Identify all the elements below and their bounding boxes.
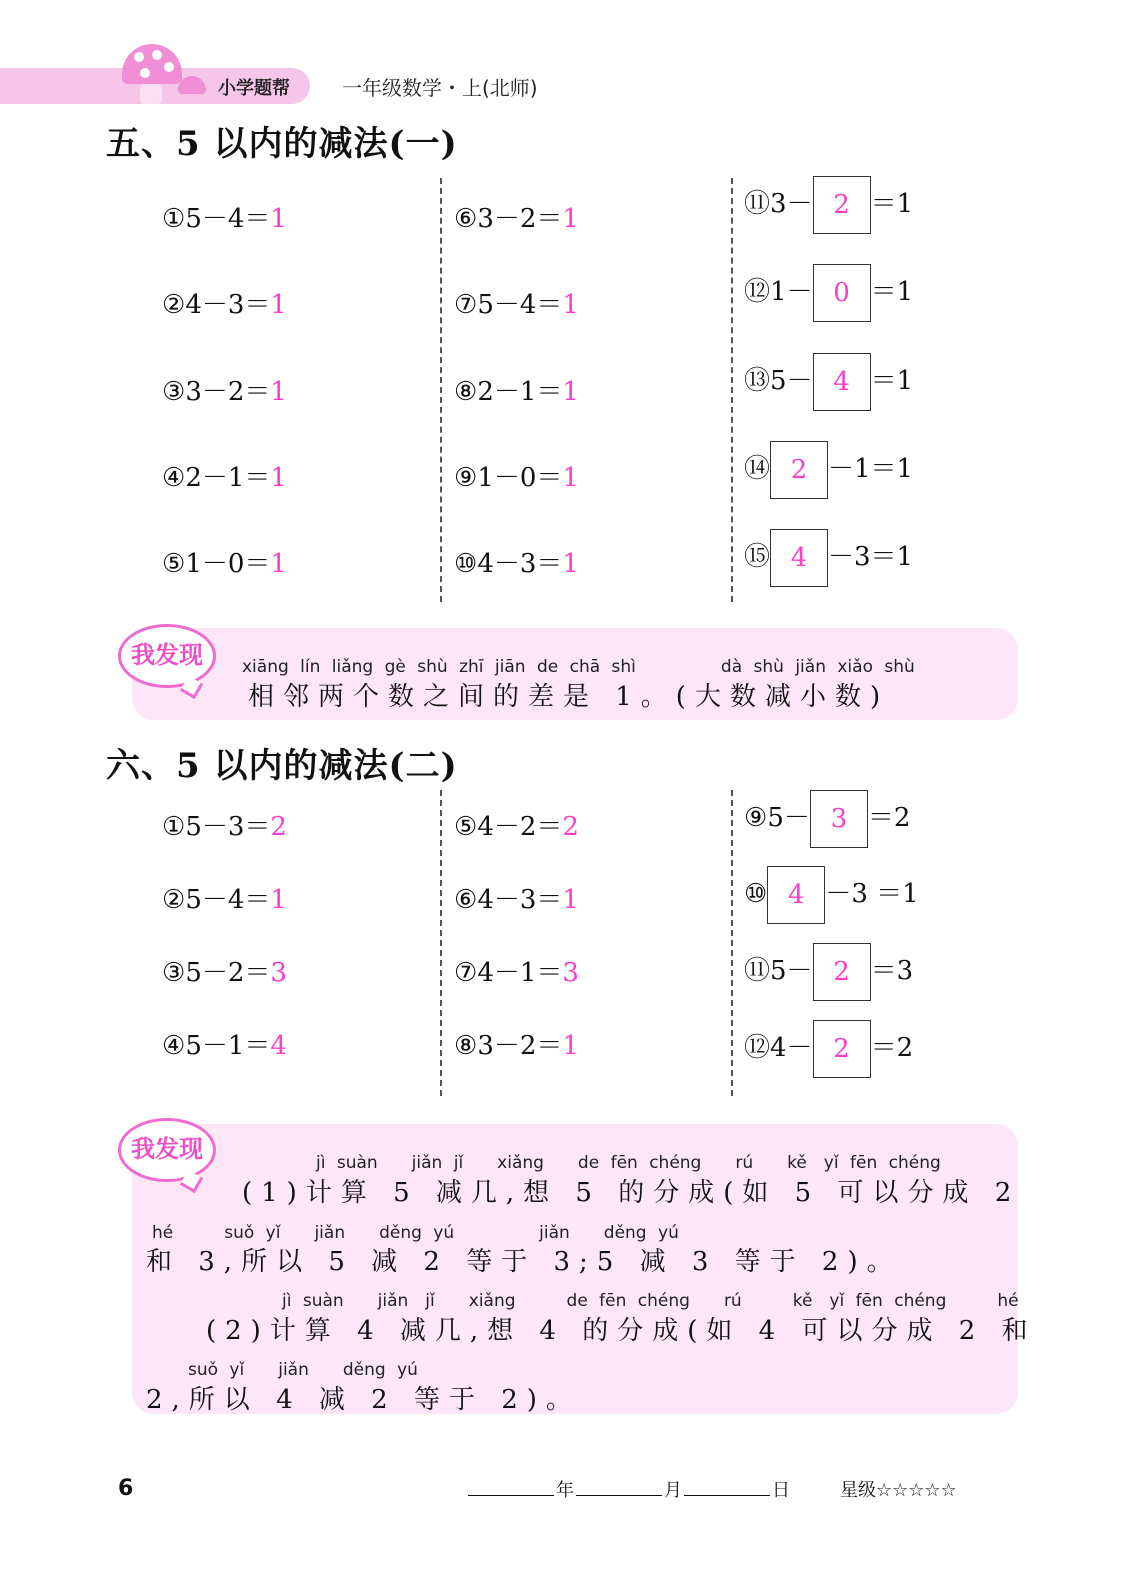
- month-label: 月: [664, 1480, 682, 1501]
- equation-row: [744, 790, 910, 848]
- item-number: ⑮: [744, 542, 771, 572]
- equation-row: [162, 1025, 287, 1062]
- equation-suffix: －1＝1: [828, 454, 914, 484]
- mushroom-icon: [122, 44, 182, 84]
- discover-pinyin: xiāng lín liǎng gè shù zhī jiān de chā shì dà shù jiǎn xiǎo shù: [242, 657, 915, 677]
- equation-row: [454, 198, 579, 235]
- equation-suffix: ＝2: [867, 803, 911, 833]
- equation-suffix: －3 ＝1: [825, 879, 919, 909]
- answer-box[interactable]: 4: [813, 353, 871, 411]
- answer-box[interactable]: 2: [813, 1020, 871, 1078]
- item-number: ⑧: [454, 377, 478, 407]
- equation-answer[interactable]: 1: [562, 377, 579, 407]
- column-divider: [731, 790, 733, 1096]
- equation-row: [744, 353, 913, 411]
- date-line: [466, 1476, 790, 1502]
- equation-answer[interactable]: 1: [270, 204, 287, 234]
- star-rating[interactable]: 星级☆☆☆☆☆: [840, 1480, 957, 1501]
- equation-question: 4－3＝: [477, 885, 563, 915]
- discover-text: 和 3,所以 5 减 2 等于 3;5 减 3 等于 2)。: [146, 1247, 902, 1277]
- equation-suffix: ＝1: [870, 189, 914, 219]
- equation-row: [162, 371, 287, 408]
- item-number: ⑫: [744, 277, 771, 307]
- day-blank[interactable]: [684, 1481, 770, 1496]
- item-number: ⑨: [454, 463, 478, 493]
- equation-row: [744, 441, 913, 499]
- equation-question: 2－1＝: [185, 463, 271, 493]
- item-number: ⑪: [744, 189, 771, 219]
- year-blank[interactable]: [468, 1481, 554, 1496]
- discover-text: (1)计算 5 减几,想 5 的分成(如 5 可以分成 2: [242, 1178, 1021, 1208]
- equation-row: [454, 543, 579, 580]
- equation-row: [162, 198, 287, 235]
- answer-box[interactable]: 4: [767, 866, 825, 924]
- equation-answer[interactable]: 1: [270, 885, 287, 915]
- equation-question: 5－4＝: [185, 885, 271, 915]
- equation-answer[interactable]: 2: [562, 812, 579, 842]
- equation-question: 4－3＝: [477, 549, 563, 579]
- item-number: ②: [162, 885, 186, 915]
- equation-row: [744, 176, 913, 234]
- equation-answer[interactable]: 1: [562, 290, 579, 320]
- equation-question: 4－3＝: [185, 290, 271, 320]
- item-number: ①: [162, 204, 186, 234]
- item-number: ⑤: [162, 549, 186, 579]
- discover-text: (2)计算 4 减几,想 4 的分成(如 4 可以分成 2 和: [206, 1316, 1037, 1346]
- item-number: ②: [162, 290, 186, 320]
- equation-question: 4－1＝: [477, 958, 563, 988]
- answer-box[interactable]: 0: [813, 264, 871, 322]
- equation-question: 1－0＝: [185, 549, 271, 579]
- item-number: ⑩: [744, 879, 768, 909]
- item-number: ③: [162, 958, 186, 988]
- equation-question: 1－0＝: [477, 463, 563, 493]
- equation-answer[interactable]: 1: [562, 549, 579, 579]
- mushroom-stem: [140, 84, 162, 104]
- equation-row: [162, 879, 287, 916]
- equation-answer[interactable]: 3: [270, 958, 287, 988]
- column-divider: [731, 178, 733, 602]
- item-number: ⑤: [454, 812, 478, 842]
- equation-answer[interactable]: 1: [270, 377, 287, 407]
- equation-question: 5－4＝: [477, 290, 563, 320]
- equation-question: 5－1＝: [185, 1031, 271, 1061]
- equation-row: [454, 1025, 579, 1062]
- item-number: ⑭: [744, 454, 771, 484]
- equation-row: [744, 1020, 913, 1078]
- equation-suffix: ＝2: [870, 1033, 914, 1063]
- equation-row: [454, 952, 579, 989]
- discover-pinyin: suǒ yǐ jiǎn děng yú: [188, 1360, 418, 1380]
- item-number: ⑥: [454, 885, 478, 915]
- discover-text: 2,所以 4 减 2 等于 2)。: [146, 1385, 581, 1415]
- discover-badge: 我发现: [118, 624, 216, 688]
- equation-suffix: ＝3: [870, 956, 914, 986]
- item-number: ⑪: [744, 956, 771, 986]
- year-label: 年: [556, 1480, 574, 1501]
- month-blank[interactable]: [576, 1481, 662, 1496]
- item-number: ⑦: [454, 958, 478, 988]
- equation-row: [162, 952, 287, 989]
- equation-question: 5－2＝: [185, 958, 271, 988]
- equation-answer[interactable]: 3: [562, 958, 579, 988]
- equation-answer[interactable]: 1: [270, 463, 287, 493]
- equation-answer[interactable]: 1: [562, 204, 579, 234]
- answer-box[interactable]: 4: [770, 529, 828, 587]
- item-number: ⑧: [454, 1031, 478, 1061]
- equation-question: 5－4＝: [185, 204, 271, 234]
- equation-row: [162, 284, 287, 321]
- section6-title: 六、5 以内的减法(二): [106, 746, 458, 786]
- discover-pinyin: jì suàn jiǎn jǐ xiǎng de fēn chéng rú kě yǐ fēn chéng: [316, 1153, 941, 1173]
- item-number: ⑬: [744, 366, 771, 396]
- item-number: ⑨: [744, 803, 768, 833]
- discover-pinyin: jì suàn jiǎn jǐ xiǎng de fēn chéng rú kě yǐ fēn chéng hé: [282, 1291, 1019, 1311]
- equation-row: [454, 806, 579, 843]
- column-divider: [440, 178, 442, 602]
- equation-answer[interactable]: 2: [270, 812, 287, 842]
- item-number: ⑩: [454, 549, 478, 579]
- equation-prefix: 4－: [770, 1033, 813, 1063]
- item-number: ④: [162, 1031, 186, 1061]
- equation-question: 5－3＝: [185, 812, 271, 842]
- equation-row: [454, 284, 579, 321]
- brand-label: 小学题帮: [218, 78, 290, 99]
- equation-row: [162, 457, 287, 494]
- equation-answer[interactable]: 1: [270, 290, 287, 320]
- page-number: 6: [118, 1476, 134, 1501]
- discover-badge: 我发现: [118, 1118, 216, 1182]
- equation-question: 3－2＝: [477, 1031, 563, 1061]
- item-number: ④: [162, 463, 186, 493]
- equation-prefix: 5－: [770, 956, 813, 986]
- discover-pinyin: hé suǒ yǐ jiǎn děng yú jiǎn děng yú: [152, 1223, 679, 1243]
- equation-answer[interactable]: 1: [562, 463, 579, 493]
- equation-question: 3－2＝: [477, 204, 563, 234]
- equation-question: 3－2＝: [185, 377, 271, 407]
- discover-text: 相邻两个数之间的差是 1。(大数减小数): [248, 682, 890, 712]
- equation-row: [454, 879, 579, 916]
- equation-row: [454, 457, 579, 494]
- equation-question: 4－2＝: [477, 812, 563, 842]
- section5-title: 五、5 以内的减法(一): [106, 124, 458, 164]
- item-number: ①: [162, 812, 186, 842]
- answer-box[interactable]: 3: [810, 790, 868, 848]
- equation-question: 2－1＝: [477, 377, 563, 407]
- equation-answer[interactable]: 1: [270, 549, 287, 579]
- book-title: 一年级数学・上(北师): [342, 76, 538, 100]
- equation-row: [162, 543, 287, 580]
- equation-row: [454, 371, 579, 408]
- equation-prefix: 5－: [770, 366, 813, 396]
- answer-box[interactable]: 2: [813, 943, 871, 1001]
- item-number: ⑦: [454, 290, 478, 320]
- equation-row: [744, 529, 913, 587]
- equation-prefix: 1－: [770, 277, 813, 307]
- item-number: ⑥: [454, 204, 478, 234]
- equation-answer[interactable]: 4: [270, 1031, 287, 1061]
- day-label: 日: [772, 1480, 790, 1501]
- equation-row: [744, 943, 913, 1001]
- equation-row: [162, 806, 287, 843]
- equation-suffix: ＝1: [870, 277, 914, 307]
- answer-box[interactable]: 2: [813, 176, 871, 234]
- equation-row: [744, 264, 913, 322]
- column-divider: [440, 790, 442, 1096]
- equation-answer[interactable]: 1: [562, 1031, 579, 1061]
- equation-row: [744, 866, 919, 924]
- equation-answer[interactable]: 1: [562, 885, 579, 915]
- equation-suffix: －3＝1: [828, 542, 914, 572]
- answer-box[interactable]: 2: [770, 441, 828, 499]
- item-number: ⑫: [744, 1033, 771, 1063]
- equation-suffix: ＝1: [870, 366, 914, 396]
- equation-prefix: 5－: [767, 803, 810, 833]
- item-number: ③: [162, 377, 186, 407]
- equation-prefix: 3－: [770, 189, 813, 219]
